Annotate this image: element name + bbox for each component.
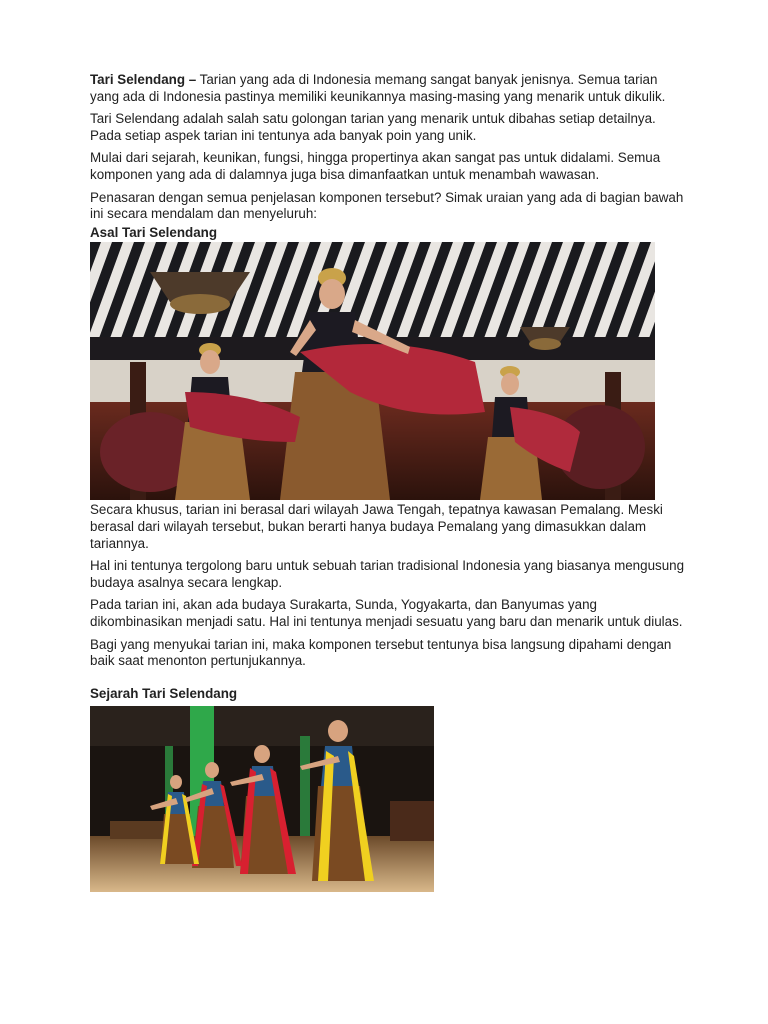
- intro-paragraph-3: Mulai dari sejarah, keunikan, fungsi, hingga propertinya akan sangat pas untuk didalami. Semua komponen yang ada di dalamnya juga bisa dimanfaatkan untuk menambah wawasan.: [90, 150, 661, 182]
- photo-dancers-row: [90, 706, 434, 892]
- intro-text: Tarian yang ada di Indonesia memang sangat banyak jenisnya. Semua tarian yang ada di Indonesia pastinya memiliki keunikannya masing-masing yang menarik untuk dikulik.: [90, 72, 666, 104]
- intro-paragraph-1: [90, 72, 690, 105]
- section1-paragraph-4: Bagi yang menyukai tarian ini, maka komponen tersebut tentunya bisa langsung dipahami dengan baik saat menonton pertunjukannya.: [90, 636, 672, 669]
- intro-paragraph-2: Tari Selendang adalah salah satu golongan tarian yang menarik untuk dibahas setiap detailnya. Pada setiap aspek tarian ini tentunya ada banyak poin yang unik.: [90, 111, 656, 143]
- section-heading-asal: Asal Tari Selendang: [90, 224, 218, 240]
- dancers-stage-image: [90, 242, 655, 500]
- photo-dancers-stage: [90, 242, 655, 500]
- section1-paragraph-2: Hal ini tentunya tergolong baru untuk sebuah tarian tradisional Indonesia yang biasanya mengusung budaya asalnya secara lengkap.: [90, 558, 685, 590]
- section-heading-sejarah: Sejarah Tari Selendang: [90, 685, 238, 701]
- dancers-row-image: [90, 706, 434, 892]
- document-page: [90, 72, 690, 892]
- section1-paragraph-3: Pada tarian ini, akan ada budaya Surakarta, Sunda, Yogyakarta, dan Banyumas yang dikombinasikan menjadi satu. Hal ini tentunya menjadi sesuatu yang baru dan menarik untuk diulas.: [90, 597, 683, 629]
- title-keyword: Tari Selendang –: [90, 72, 197, 87]
- section1-paragraph-1: Secara khusus, tarian ini berasal dari wilayah Jawa Tengah, tepatnya kawasan Pemalang. Meski berasal dari wilayah tersebut, bukan berarti hanya budaya Pemalang yang dimasukkan dalam tariannya.: [90, 502, 663, 551]
- intro-paragraph-4: Penasaran dengan semua penjelasan komponen tersebut? Simak uraian yang ada di bagian bawah ini secara mendalam dan menyeluruh:: [90, 189, 684, 222]
